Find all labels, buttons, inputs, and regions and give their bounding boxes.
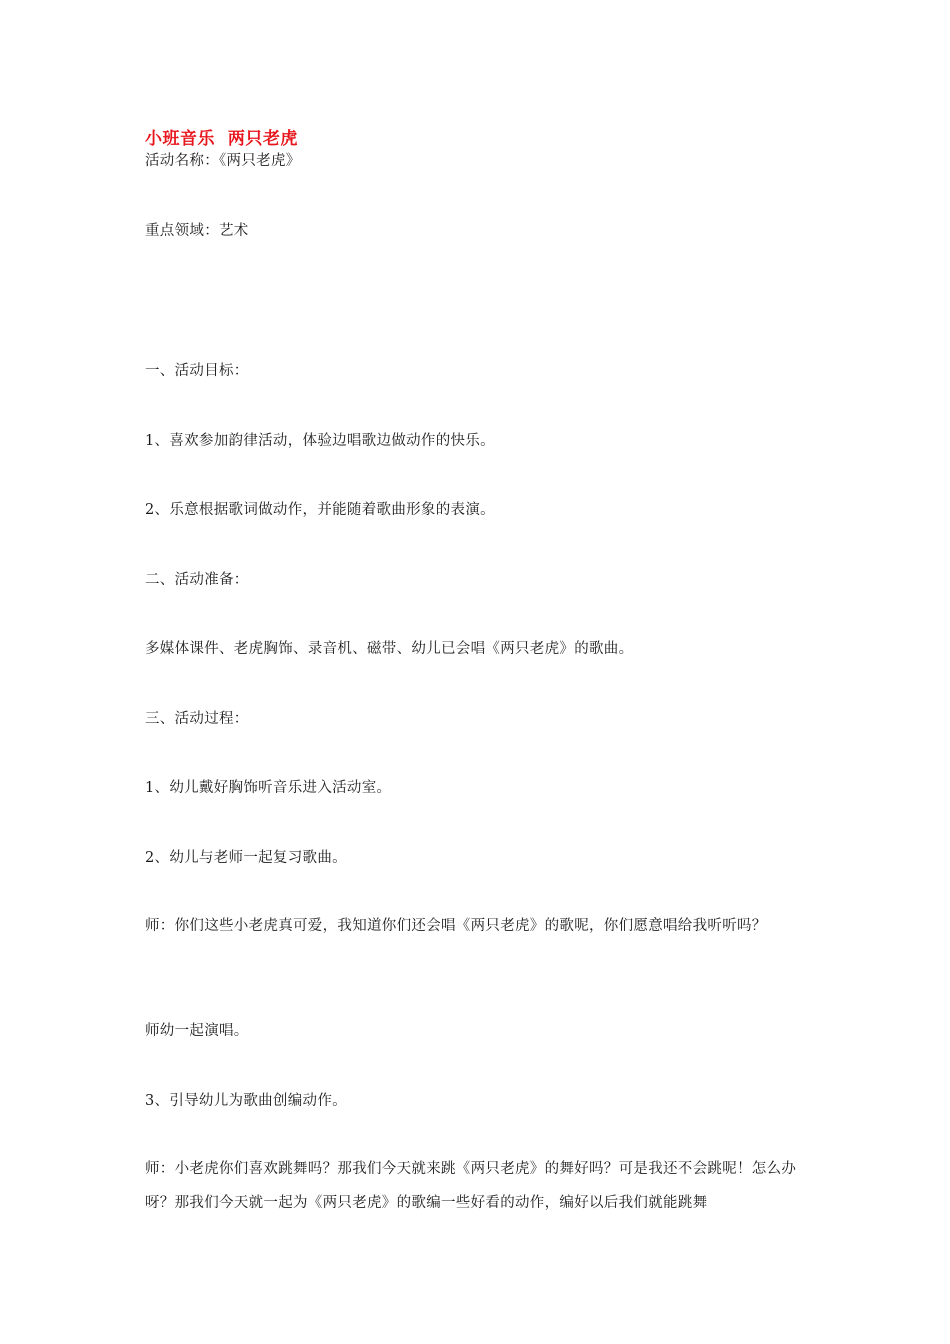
teacher-dialogue-2: 师：小老虎你们喜欢跳舞吗？那我们今天就来跳《两只老虎》的舞好吗？可是我还不会跳呢！怎么办呀？那我们今天就一起为《两只老虎》的歌编一些好看的动作，编好以后我们就能跳舞 xyxy=(145,1161,797,1211)
process-step-3: 3、引导幼儿为歌曲创编动作。 xyxy=(145,1093,347,1109)
document-title: 小班音乐 两只老虎 xyxy=(145,129,298,149)
section-process-heading: 三、活动过程： xyxy=(145,711,249,727)
sing-together-text: 师幼一起演唱。 xyxy=(145,1023,249,1039)
process-step-1: 1、幼儿戴好胸饰听音乐进入活动室。 xyxy=(145,780,392,796)
teacher-dialogue-1: 师：你们这些小老虎真可爱，我知道你们还会唱《两只老虎》的歌呢，你们愿意唱给我听听吗？ xyxy=(145,918,767,934)
process-step-2: 2、幼儿与老师一起复习歌曲。 xyxy=(145,850,347,866)
preparation-text: 多媒体课件、老虎胸饰、录音机、磁带、幼儿已会唱《两只老虎》的歌曲。 xyxy=(145,641,634,657)
goal-item-2: 2、乐意根据歌词做动作，并能随着歌曲形象的表演。 xyxy=(145,502,495,518)
activity-name: 活动名称：《两只老虎》 xyxy=(145,153,301,169)
section-preparation-heading: 二、活动准备： xyxy=(145,572,249,588)
goal-item-1: 1、喜欢参加韵律活动，体验边唱歌边做动作的快乐。 xyxy=(145,433,495,449)
key-domain: 重点领域：艺术 xyxy=(145,223,249,239)
section-goals-heading: 一、活动目标： xyxy=(145,363,249,379)
